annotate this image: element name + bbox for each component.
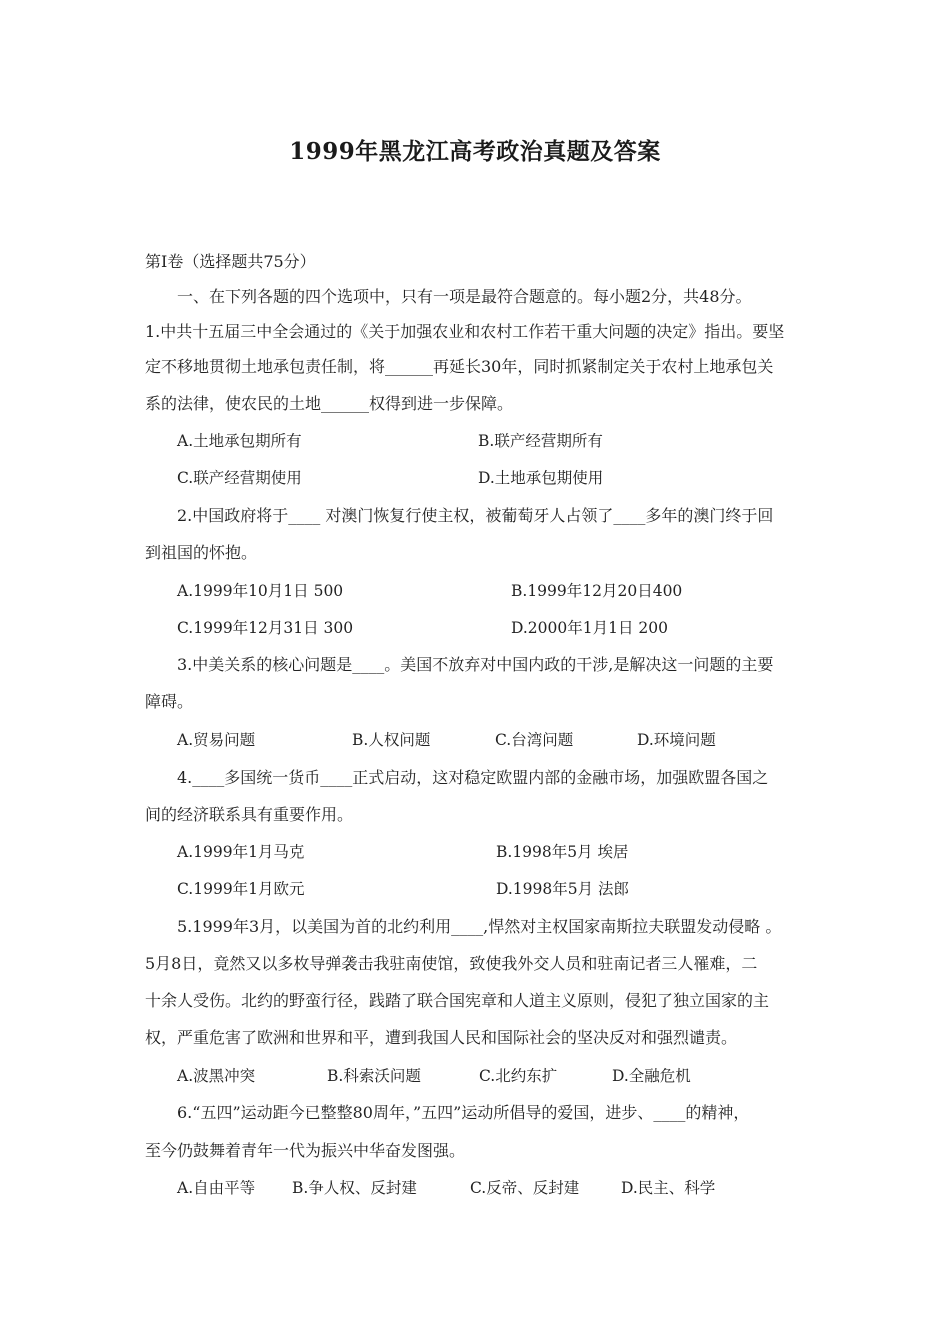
option-c: C.1999年1月欧元 <box>177 880 305 898</box>
option-b: B.人权问题 <box>352 731 431 749</box>
question-text-line: 6.“五四”运动距今已整整80周年，”五四”运动所倡导的爱国，进步、____的精神， <box>177 1103 750 1122</box>
question-text-line: 间的经济联系具有重要作用。 <box>145 805 354 824</box>
option-d: D.民主、科学 <box>621 1179 716 1197</box>
option-c: C.反帝、反封建 <box>470 1179 580 1197</box>
question-text-line: 至今仍鼓舞着青年一代为振兴中华奋发图强。 <box>145 1141 466 1160</box>
page-title: 1999年黑龙江高考政治真题及答案 <box>289 138 661 165</box>
option-b: B.争人权、反封建 <box>292 1179 417 1197</box>
section-header: 第Ⅰ卷（选择题共75分） <box>145 252 316 271</box>
option-c: C.台湾问题 <box>495 731 574 749</box>
option-c: C.联产经营期使用 <box>177 469 302 487</box>
question-text-line: 1.中共十五届三中全会通过的《关于加强农业和农村工作若干重大问题的决定》指出。要坚 <box>145 322 785 341</box>
question-text-line: 十余人受伤。北约的野蛮行径，践踏了联合国宪章和人道主义原则，侵犯了独立国家的主 <box>145 991 770 1010</box>
question-text-line: 2.中国政府将于____ 对澳门恢复行使主权，被葡萄牙人占领了____多年的澳门终于回 <box>177 506 774 525</box>
option-a: A.贸易问题 <box>177 731 256 749</box>
question-text-line: 系的法律，使农民的土地______权得到进一步保障。 <box>145 394 514 413</box>
question-text-line: 定不移地贯彻土地承包责任制，将______再延长30年，同时抓紧制定关于农村上地承包关 <box>145 357 774 376</box>
option-a: A.波黑冲突 <box>177 1067 256 1085</box>
option-d: D.1998年5月 法郎 <box>496 880 630 898</box>
option-c: C.北约东扩 <box>479 1067 558 1085</box>
option-b: B.1998年5月 埃居 <box>496 843 629 861</box>
option-a: A.1999年10月1日 500 <box>177 582 344 600</box>
option-d: D.全融危机 <box>612 1067 691 1085</box>
instructions: 一、在下列各题的四个选项中，只有一项是最符合题意的。每小题2分，共48分。 <box>177 287 752 306</box>
option-a: A.1999年1月马克 <box>177 843 305 861</box>
option-d: D.2000年1月1日 200 <box>511 619 668 637</box>
option-b: B.科索沃问题 <box>327 1067 421 1085</box>
question-text-line: 3.中美关系的核心问题是____。美国不放弃对中国内政的干涉,是解决这一问题的主要 <box>177 655 774 674</box>
option-b: B.1999年12月20日400 <box>511 582 683 600</box>
question-text-line: 4.____多国统一货币____正式启动，这对稳定欧盟内部的金融市场，加强欧盟各国之 <box>177 768 769 787</box>
question-text-line: 到祖国的怀抱。 <box>145 543 258 562</box>
question-text-line: 5月8日，竟然又以多枚导弹袭击我驻南使馆，致使我外交人员和驻南记者三人罹难，二 <box>145 954 758 973</box>
question-text-line: 障碍。 <box>145 692 194 711</box>
option-a: A.土地承包期所有 <box>177 432 302 450</box>
option-d: D.环境问题 <box>637 731 716 749</box>
option-c: C.1999年12月31日 300 <box>177 619 354 637</box>
question-text-line: 5.1999年3月，以美国为首的北约利用____,悍然对主权国家南斯拉夫联盟发动侵略 。 <box>177 917 782 936</box>
option-b: B.联产经营期所有 <box>478 432 603 450</box>
option-d: D.土地承包期使用 <box>478 469 604 487</box>
option-a: A.自由平等 <box>177 1179 256 1197</box>
question-text-line: 权，严重危害了欧洲和世界和平，遭到我国人民和国际社会的坚决反对和强烈谴责。 <box>145 1028 738 1047</box>
